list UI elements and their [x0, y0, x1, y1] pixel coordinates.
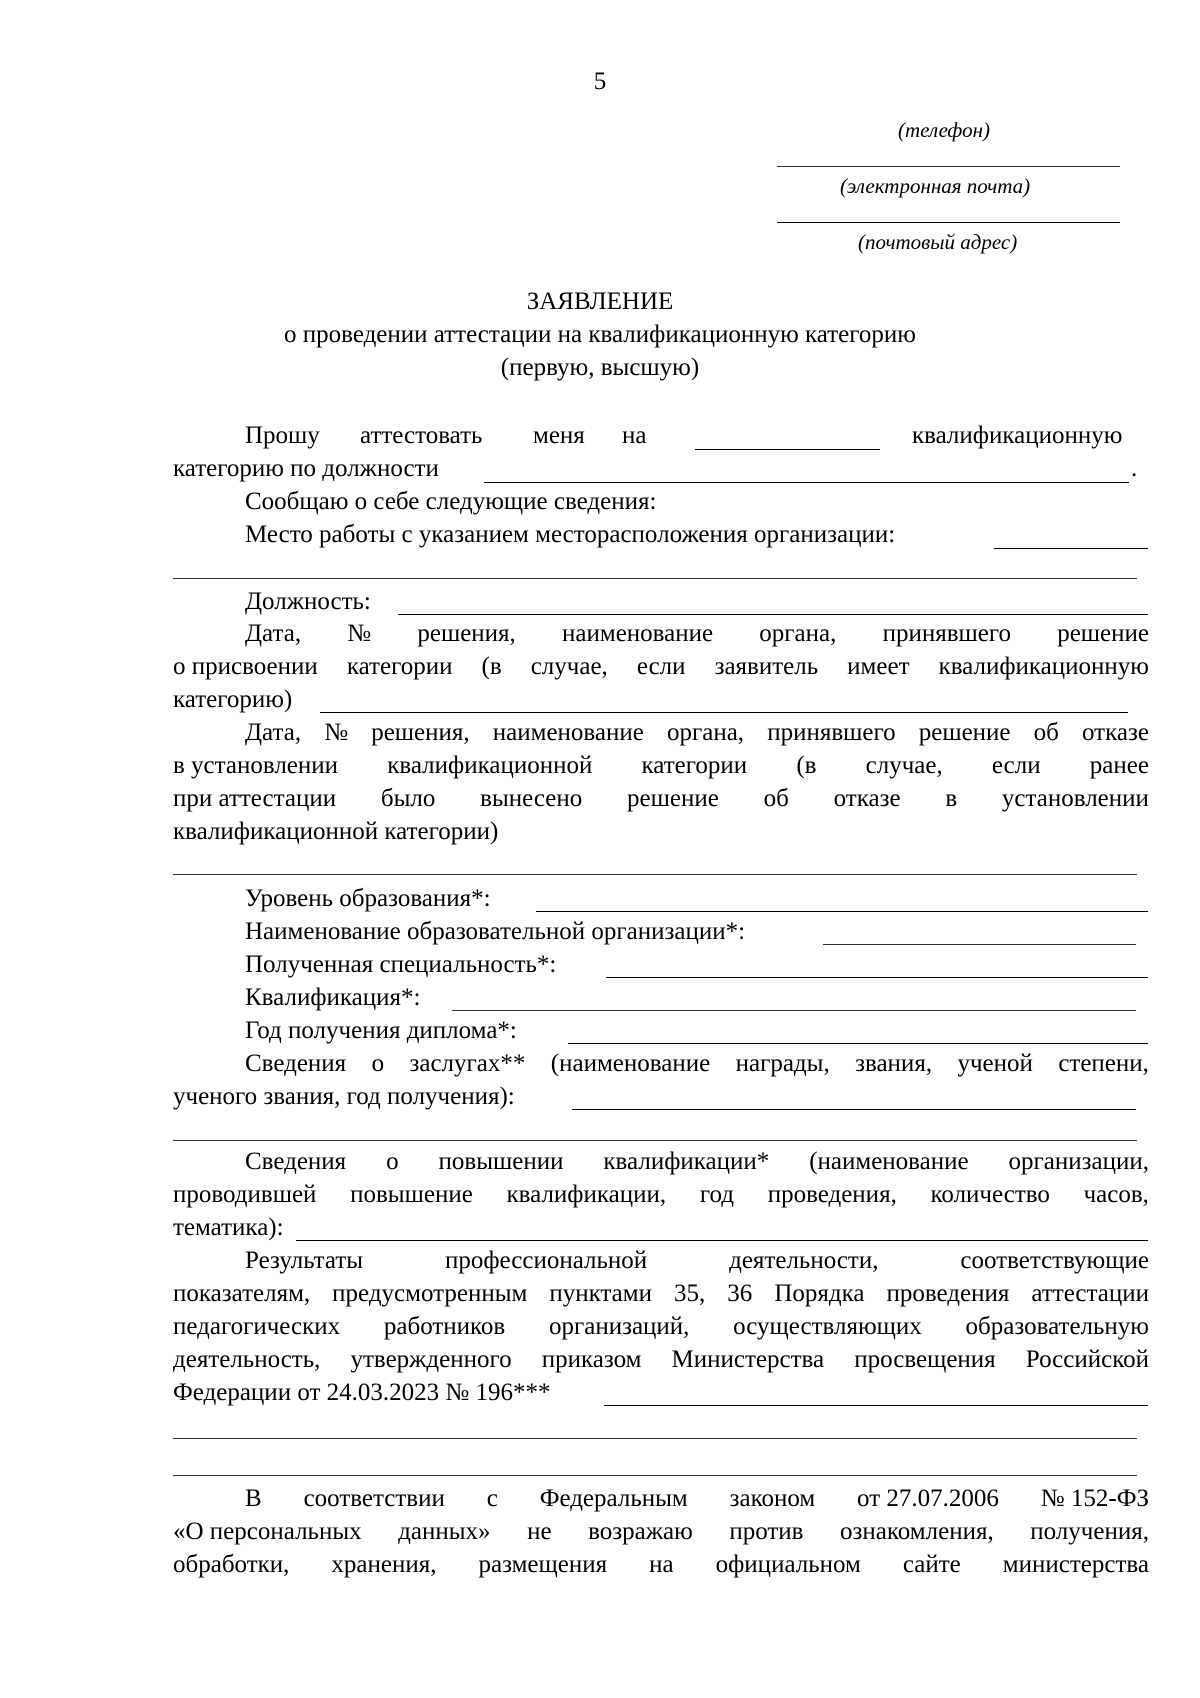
- consent-line-3: [173, 1549, 1149, 1581]
- justified-word: Сведения: [245, 1148, 347, 1175]
- results-line-4: [173, 1344, 1149, 1376]
- justified-word: решения,: [417, 620, 516, 647]
- justified-word: № 152-ФЗ: [1040, 1485, 1149, 1512]
- justified-word: награды,: [735, 1050, 830, 1077]
- refusal-line-3: [173, 783, 1149, 815]
- justified-word: сайте: [902, 1551, 961, 1578]
- justified-word: (в: [481, 653, 502, 680]
- justified-word: Федеральным: [539, 1485, 688, 1512]
- email-caption: (электронная почта): [840, 174, 1031, 198]
- refusal-line-2: [173, 750, 1149, 782]
- justified-word: квалификационную: [938, 653, 1149, 680]
- results-line-2: [173, 1278, 1149, 1310]
- phone-caption: (телефон): [898, 118, 990, 142]
- justified-word: вынесено: [480, 785, 583, 812]
- justified-word: часов,: [1083, 1181, 1149, 1208]
- justified-word: Дата,: [245, 719, 302, 746]
- consent-line-2: [173, 1516, 1149, 1548]
- workplace-label: Место работы с указанием месторасположения организации:: [245, 521, 896, 548]
- justified-word: проводившей: [173, 1181, 317, 1208]
- justified-word: соответствии: [303, 1485, 445, 1512]
- justified-word: о: [371, 1050, 385, 1077]
- justified-word: пунктами: [549, 1280, 652, 1307]
- merits-blank-1: [572, 1109, 1136, 1110]
- justified-word: обработки,: [173, 1551, 290, 1578]
- justified-word: степени,: [1058, 1050, 1149, 1077]
- justified-word: заявитель: [714, 653, 819, 680]
- category-blank: [695, 449, 880, 450]
- justified-word: предусмотренным: [332, 1280, 528, 1307]
- justified-word: количество: [930, 1181, 1050, 1208]
- justified-word: в: [945, 785, 958, 812]
- justified-word: проведения: [886, 1280, 1010, 1307]
- results-blank-3: [173, 1475, 1137, 1476]
- justified-word: законом: [729, 1485, 816, 1512]
- justified-word: деятельности,: [729, 1247, 879, 1274]
- justified-word: наименование: [562, 620, 714, 647]
- justified-word: повышении: [438, 1148, 564, 1175]
- justified-word: об: [763, 785, 789, 812]
- justified-word: против: [729, 1518, 804, 1545]
- diploma-year-label: Год получения диплома*:: [245, 1017, 517, 1044]
- justified-word: о: [386, 1148, 399, 1175]
- justified-word: отказе: [1082, 719, 1149, 746]
- results-line-5: Федерации от 24.03.2023 № 196***: [173, 1379, 551, 1406]
- justified-word: утвержденного: [350, 1346, 512, 1373]
- p1-period: .: [1131, 455, 1138, 482]
- justified-word: случае,: [530, 653, 608, 680]
- education-level-label: Уровень образования*:: [245, 885, 491, 912]
- justified-word: аттестации: [1031, 1280, 1149, 1307]
- justified-word: органа,: [666, 719, 745, 746]
- specialty-blank: [606, 977, 1148, 978]
- edu-org-blank: [823, 944, 1136, 945]
- page-number: 5: [593, 68, 607, 95]
- training-blank: [296, 1240, 1148, 1241]
- justified-word: Сведения: [245, 1050, 347, 1077]
- justified-word: Результаты: [245, 1247, 364, 1274]
- justified-word: организации,: [1008, 1148, 1149, 1175]
- justified-word: (наименование: [809, 1148, 969, 1175]
- justified-word: ознакомления,: [840, 1518, 994, 1545]
- justified-word: наименование: [492, 719, 644, 746]
- qualification-label: Квалификация*:: [245, 984, 421, 1011]
- position-blank: [398, 614, 1148, 615]
- consent-line-1: [245, 1483, 1149, 1515]
- justified-word: если: [991, 752, 1041, 779]
- justified-word: было: [380, 785, 436, 812]
- justified-word: получения,: [1030, 1518, 1149, 1545]
- justified-word: с: [486, 1485, 498, 1512]
- justified-word: 36: [727, 1280, 753, 1307]
- results-line-3: [173, 1311, 1149, 1343]
- justified-word: органа,: [759, 620, 837, 647]
- justified-word: об: [1033, 719, 1059, 746]
- justified-word: организаций,: [548, 1313, 690, 1340]
- justified-word: (в: [796, 752, 817, 779]
- qualification-blank: [452, 1010, 1136, 1011]
- justified-word: профессиональной: [444, 1247, 648, 1274]
- document-title: ЗАЯВЛЕНИЕ: [526, 288, 674, 315]
- justified-word: заслугах**: [409, 1050, 526, 1077]
- document-subtitle-categories: (первую, высшую): [500, 354, 700, 381]
- justified-word: установлении: [1001, 785, 1149, 812]
- justified-word: «О персональных: [173, 1518, 362, 1545]
- justified-word: квалификации,: [506, 1181, 667, 1208]
- justified-word: принявшего: [882, 620, 1011, 647]
- workplace-blank-1: [994, 548, 1148, 549]
- justified-word: решение: [1057, 620, 1149, 647]
- p1-word-1: Прошу: [245, 422, 320, 449]
- justified-word: деятельность,: [173, 1346, 321, 1373]
- category-line-1: [245, 618, 1149, 650]
- justified-word: о присвоении: [173, 653, 318, 680]
- justified-word: №: [347, 620, 372, 647]
- email-line: [777, 166, 1120, 167]
- justified-word: принявшего: [767, 719, 896, 746]
- justified-word: случае,: [865, 752, 943, 779]
- justified-word: (наименование: [550, 1050, 711, 1077]
- justified-word: квалификационной: [387, 752, 593, 779]
- category-line-3: категорию): [173, 686, 293, 713]
- justified-word: размещения: [478, 1551, 608, 1578]
- justified-word: официальном: [715, 1551, 861, 1578]
- edu-org-label: Наименование образовательной организации*:: [245, 918, 746, 945]
- justified-word: звания,: [855, 1050, 933, 1077]
- justified-word: на: [649, 1551, 674, 1578]
- justified-word: Порядка: [774, 1280, 865, 1307]
- p1-word-2: аттестовать: [360, 422, 483, 449]
- category-line-2: [173, 651, 1149, 683]
- workplace-blank-2: [173, 578, 1137, 579]
- justified-word: повышение: [350, 1181, 473, 1208]
- justified-word: не: [527, 1518, 552, 1545]
- results-blank-1: [604, 1405, 1148, 1406]
- justified-word: №: [324, 719, 349, 746]
- justified-word: отказе: [833, 785, 901, 812]
- justified-word: образовательную: [965, 1313, 1149, 1340]
- refusal-line-4: квалификационной категории): [173, 818, 499, 845]
- education-level-blank: [536, 911, 1148, 912]
- justified-word: при аттестации: [173, 785, 337, 812]
- justified-word: квалификации*: [603, 1148, 770, 1175]
- justified-word: проведения,: [767, 1181, 897, 1208]
- justified-word: просвещения: [854, 1346, 996, 1373]
- justified-word: Российской: [1025, 1346, 1149, 1373]
- intro-text: Сообщаю о себе следующие сведения:: [245, 488, 657, 515]
- postal-address-line: [777, 222, 1120, 223]
- training-line-3: тематика):: [173, 1214, 284, 1241]
- justified-word: решение: [918, 719, 1011, 746]
- position-request-label: категорию по должности: [173, 455, 439, 482]
- merits-line-2: ученого звания, год получения):: [173, 1083, 515, 1110]
- merits-line-1: [245, 1048, 1149, 1080]
- p1-word-5: квалификационную: [912, 422, 1123, 449]
- justified-word: категории: [641, 752, 748, 779]
- justified-word: решение: [627, 785, 719, 812]
- justified-word: категории: [346, 653, 453, 680]
- position-request-blank: [484, 482, 1129, 483]
- postal-address-caption: (почтовый адрес): [858, 230, 1018, 254]
- justified-word: приказом: [541, 1346, 642, 1373]
- results-blank-2: [173, 1438, 1137, 1439]
- p1-word-3: меня: [533, 422, 585, 449]
- justified-word: Дата,: [245, 620, 302, 647]
- justified-word: 35,: [674, 1280, 706, 1307]
- diploma-year-blank: [568, 1043, 1148, 1044]
- training-line-2: [173, 1179, 1149, 1211]
- justified-word: педагогических: [173, 1313, 341, 1340]
- justified-word: работников: [383, 1313, 506, 1340]
- justified-word: в установлении: [173, 752, 339, 779]
- justified-word: если: [636, 653, 686, 680]
- justified-word: показателям,: [173, 1280, 311, 1307]
- justified-word: решения,: [371, 719, 470, 746]
- document-subtitle: о проведении аттестации на квалификационную категорию: [284, 321, 916, 348]
- merits-blank-2: [173, 1140, 1137, 1141]
- p1-word-4: на: [622, 422, 647, 449]
- specialty-label: Полученная специальность*:: [245, 951, 557, 978]
- category-blank-line: [320, 712, 1128, 713]
- justified-word: данных»: [398, 1518, 491, 1545]
- justified-word: В: [245, 1485, 262, 1512]
- training-line-1: [245, 1146, 1149, 1178]
- justified-word: ранее: [1089, 752, 1149, 779]
- justified-word: от 27.07.2006: [857, 1485, 999, 1512]
- refusal-blank-line: [173, 874, 1137, 875]
- position-label: Должность:: [245, 588, 371, 615]
- justified-word: имеет: [847, 653, 910, 680]
- justified-word: осуществляющих: [733, 1313, 922, 1340]
- justified-word: соответствующие: [960, 1247, 1149, 1274]
- justified-word: возражаю: [588, 1518, 693, 1545]
- justified-word: Министерства: [671, 1346, 825, 1373]
- justified-word: ученой: [957, 1050, 1033, 1077]
- results-line-1: [245, 1245, 1149, 1277]
- refusal-line-1: [245, 717, 1149, 749]
- justified-word: хранения,: [331, 1551, 437, 1578]
- justified-word: министерства: [1002, 1551, 1149, 1578]
- justified-word: год: [699, 1181, 734, 1208]
